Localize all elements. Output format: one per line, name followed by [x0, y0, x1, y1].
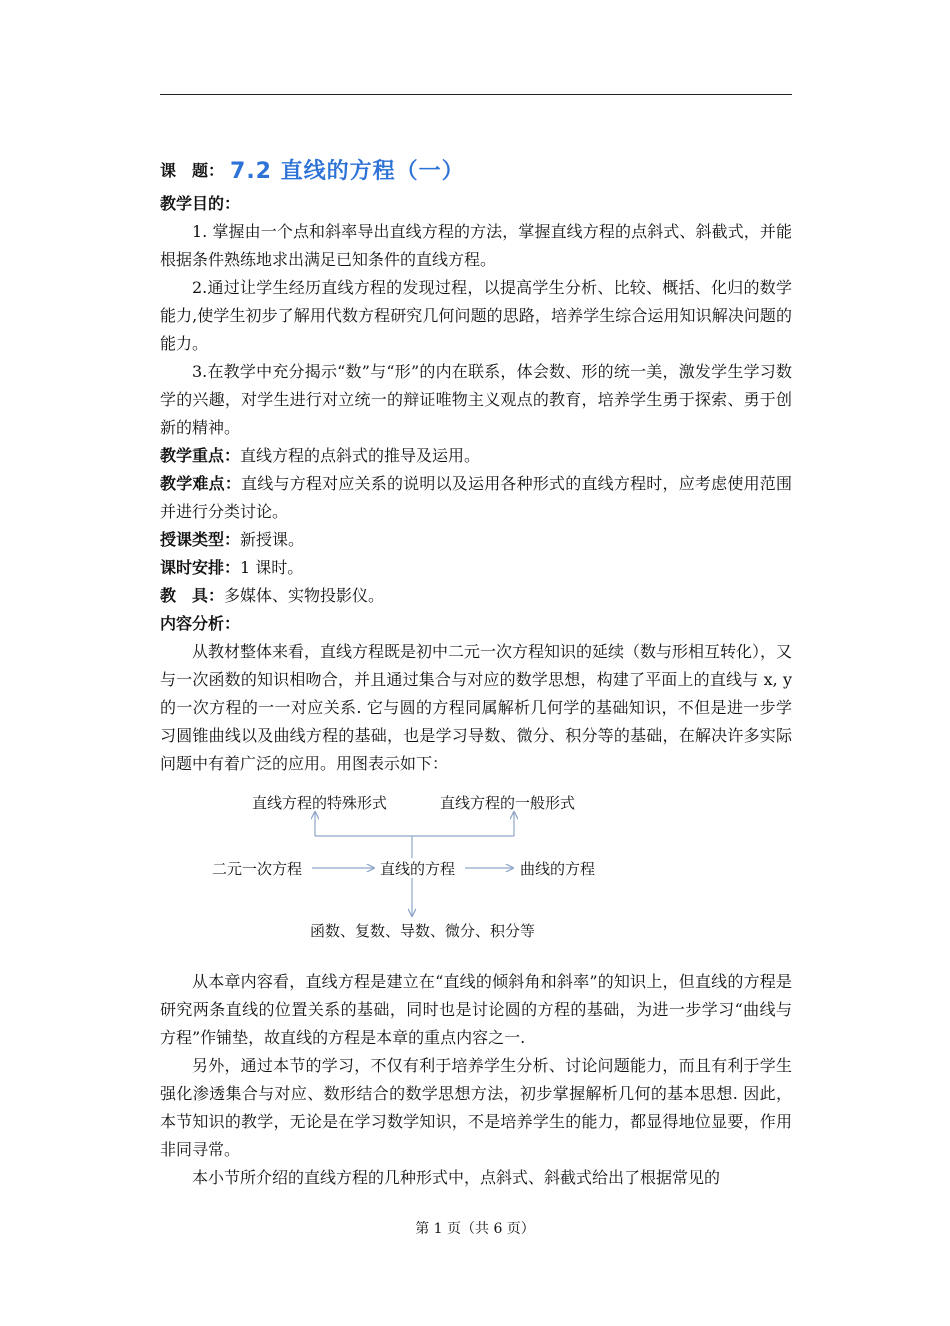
lesson-title	[160, 150, 792, 188]
lesson-type-text: 新授课。	[240, 530, 305, 549]
header-rule	[160, 94, 792, 95]
objective-item: 2.通过让学生经历直线方程的发现过程，以提高学生分析、比较、概括、化归的数学能力,使学生初步了解用代数方程研究几何问题的思路，培养学生综合运用知识解决问题的能力。	[160, 278, 792, 353]
key-point	[160, 442, 792, 470]
lesson-type-label: 授课类型：	[160, 530, 241, 549]
node-functions: 函数、复数、导数、微分、积分等	[310, 922, 536, 940]
node-line-equation: 直线的方程	[380, 860, 456, 878]
key-point-text: 直线方程的点斜式的推导及运用。	[240, 446, 481, 465]
concept-diagram	[160, 778, 792, 968]
schedule	[160, 554, 792, 582]
key-point-label: 教学重点：	[160, 446, 241, 465]
document-body	[160, 150, 792, 1192]
tools-label: 教 具：	[160, 586, 225, 605]
analysis-paragraph: 从本章内容看，直线方程是建立在“直线的倾斜角和斜率”的知识上，但直线的方程是研究两条直线的位置关系的基础，同时也是讨论圆的方程的基础，为进一步学习“曲线与方程”作铺垫，故直线的方程是本章的重点内容之一.	[160, 972, 792, 1047]
difficulty	[160, 470, 792, 526]
analysis-paragraph: 从教材整体来看，直线方程既是初中二元一次方程知识的延续（数与形相互转化），又与一次函数的知识相吻合，并且通过集合与对应的数学思想，构建了平面上的直线与 x, y 的一次方程的一一对应关系. 它与圆的方程同属解析几何学的基础知识，不但是进一步学习圆锥曲线以及曲线方程的基础，也是学习导数、微分、积分等的基础，在解决许多实际问题中有着广泛的应用。用图表示如下：	[160, 642, 793, 773]
node-curve-equation: 曲线的方程	[520, 860, 596, 878]
node-special-forms: 直线方程的特殊形式	[252, 794, 388, 812]
tools	[160, 582, 792, 610]
objective-item: 1. 掌握由一个点和斜率导出直线方程的方法，掌握直线方程的点斜式、斜截式，并能根据条件熟练地求出满足已知条件的直线方程。	[160, 222, 792, 269]
title-text: 7.2 直线的方程（一）	[230, 158, 465, 184]
lesson-type	[160, 526, 792, 554]
schedule-text: 1 课时。	[240, 558, 304, 577]
analysis-paragraph: 本小节所介绍的直线方程的几种形式中，点斜式、斜截式给出了根据常见的	[192, 1168, 721, 1187]
tools-text: 多媒体、实物投影仪。	[224, 586, 385, 605]
difficulty-label: 教学难点：	[160, 474, 242, 493]
objectives-heading: 教学目的：	[160, 194, 241, 213]
page-footer: 第 1 页（共 6 页）	[415, 1221, 535, 1237]
title-label: 课 题：	[160, 160, 225, 180]
objective-item: 3.在教学中充分揭示“数”与“形”的内在联系，体会数、形的统一美，激发学生学习数学的兴趣，对学生进行对立统一的辩证唯物主义观点的教育，培养学生勇于探索、勇于创新的精神。	[160, 362, 792, 437]
node-general-form: 直线方程的一般形式	[440, 794, 576, 812]
node-linear-equation: 二元一次方程	[212, 860, 303, 878]
difficulty-text: 直线与方程对应关系的说明以及运用各种形式的直线方程时，应考虑使用范围并进行分类讨论。	[160, 474, 792, 521]
schedule-label: 课时安排：	[160, 558, 241, 577]
analysis-paragraph: 另外，通过本节的学习，不仅有利于培养学生分析、讨论问题能力，而且有利于学生强化渗透集合与对应、数形结合的数学思想方法，初步掌握解析几何的基本思想. 因此，本节知识的教学，无论是在学习数学知识，不是培养学生的能力，都显得地位显要，作用非同寻常。	[160, 1056, 792, 1159]
analysis-heading: 内容分析：	[160, 614, 241, 633]
